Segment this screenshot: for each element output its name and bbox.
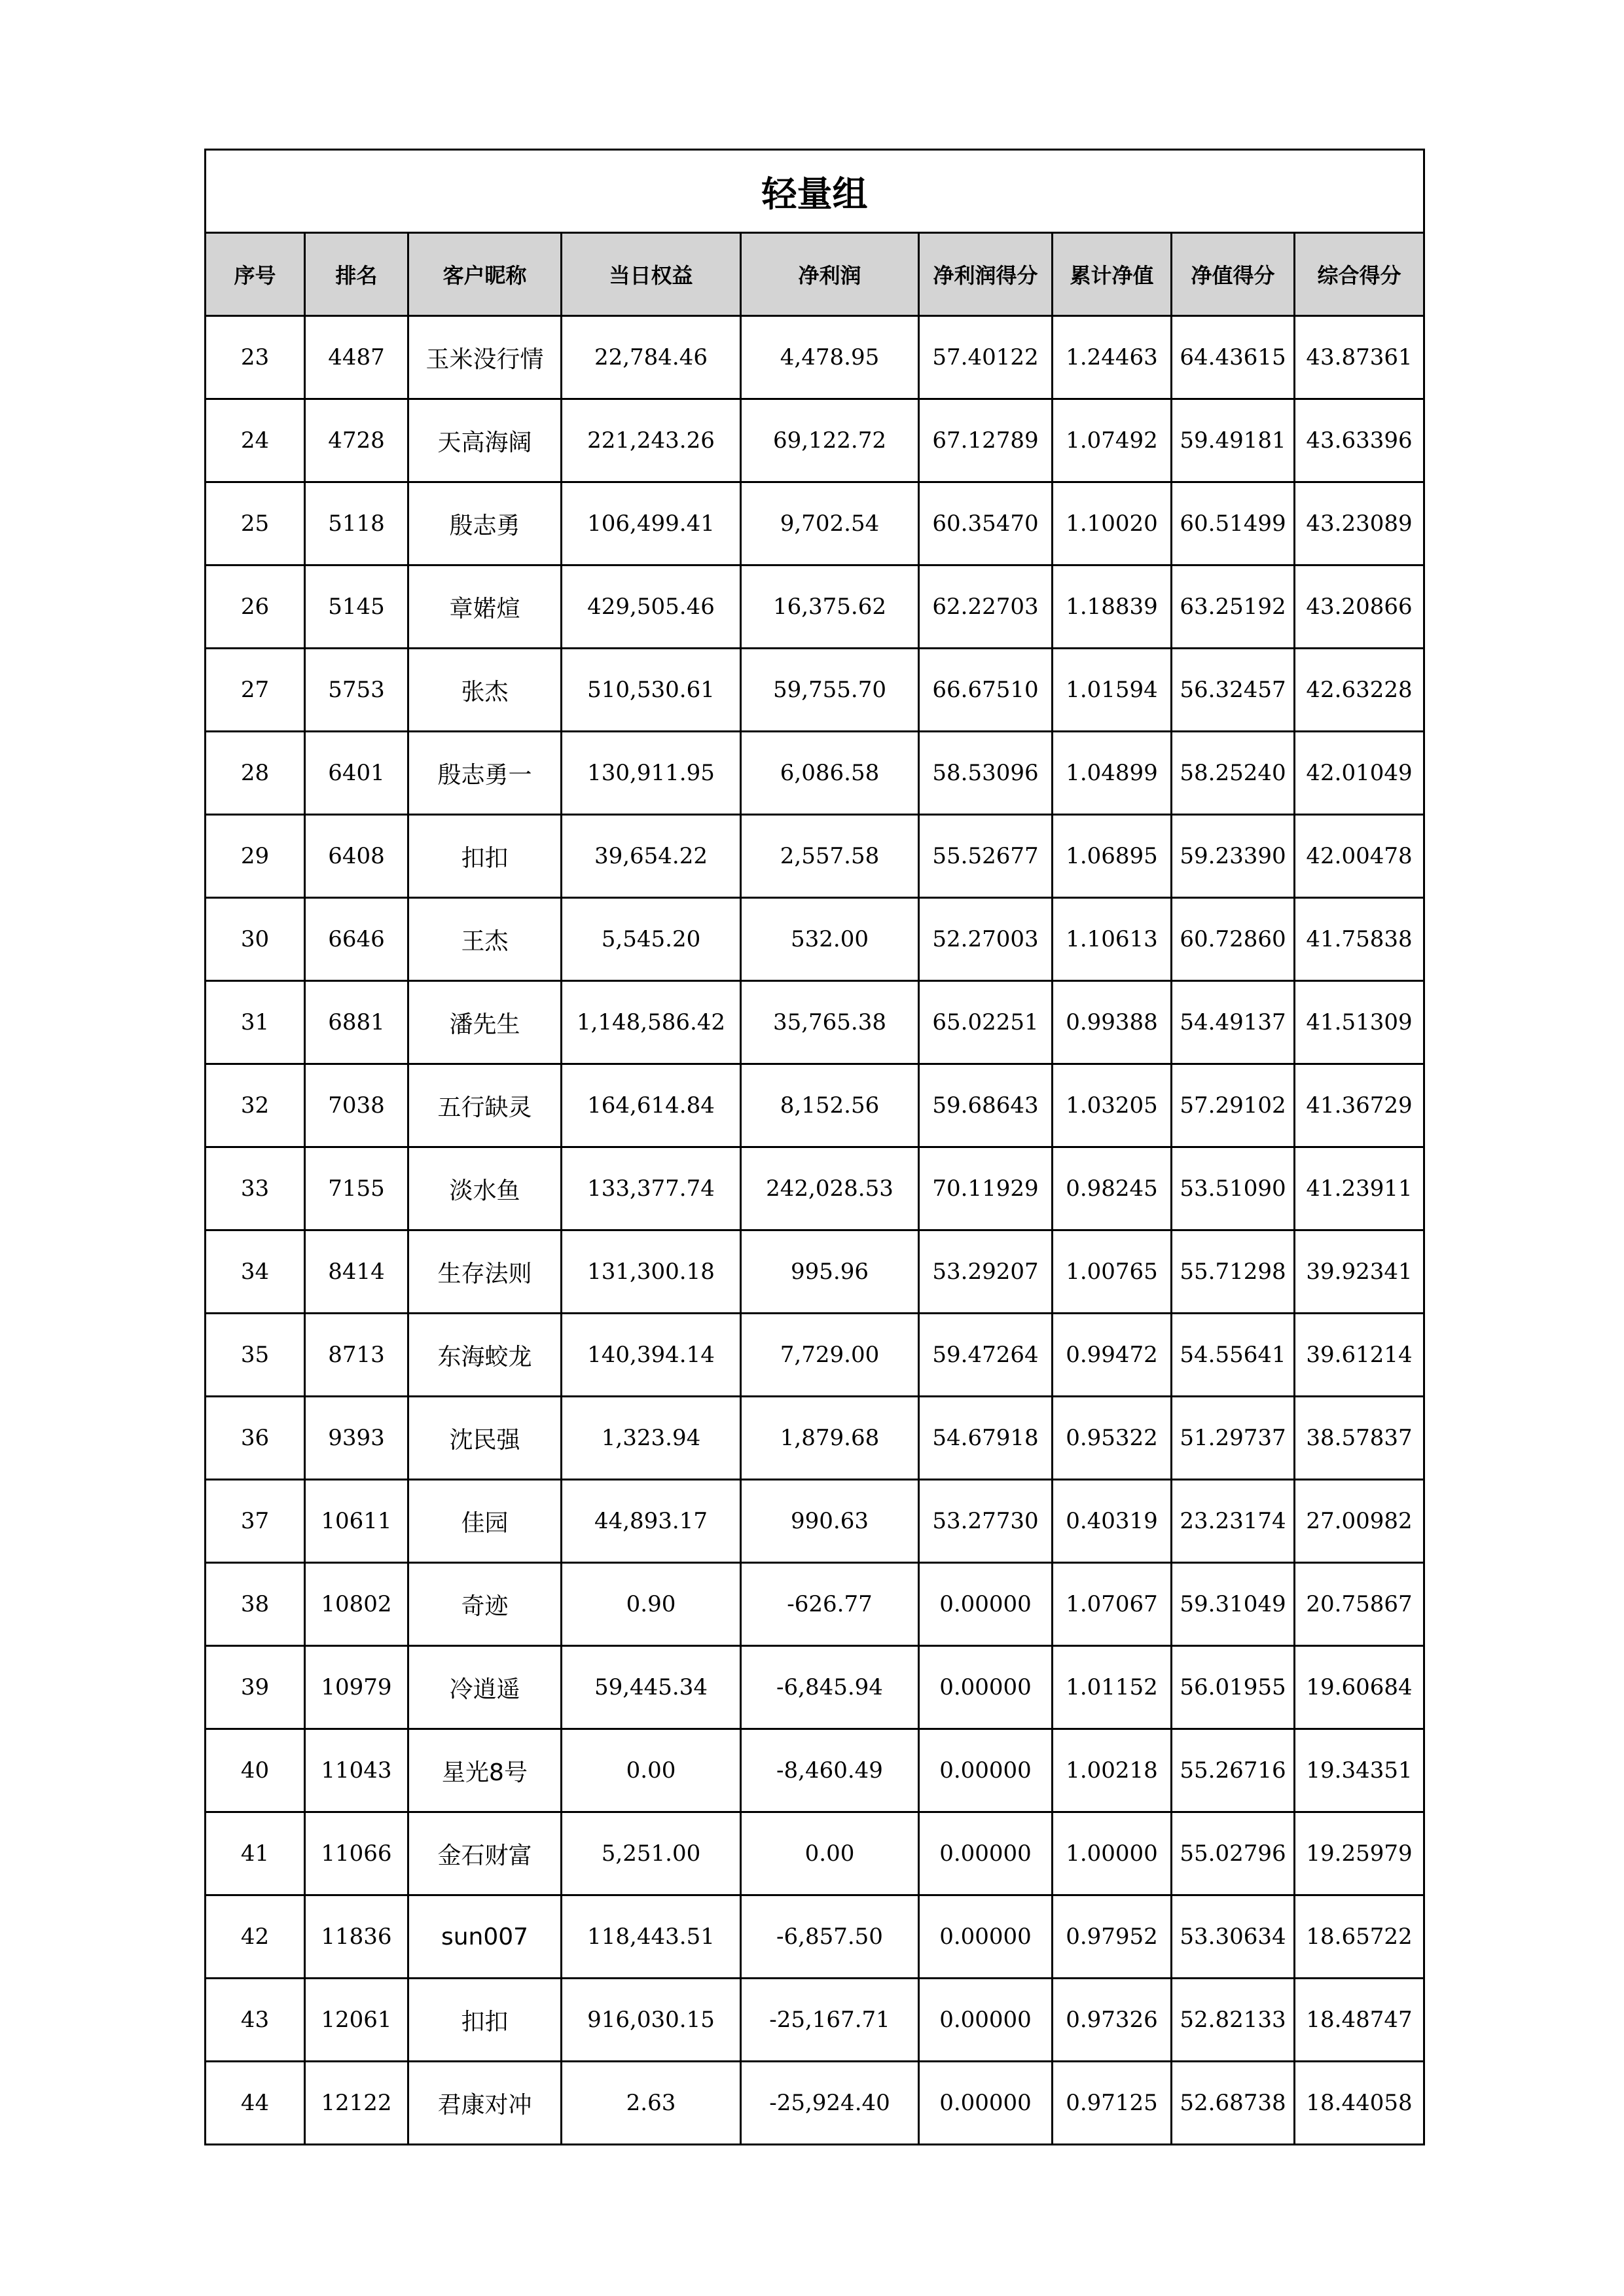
- cell-nickname: 金石财富: [408, 1812, 562, 1895]
- cell-rank: 4487: [305, 316, 408, 399]
- table-row: [206, 732, 1424, 815]
- ranking-table: [204, 149, 1425, 2145]
- cell-net-profit: 69,122.72: [741, 399, 919, 482]
- table-row: [206, 1314, 1424, 1397]
- cell-total-score: 19.25979: [1295, 1812, 1424, 1895]
- cell-net-profit: 0.00: [741, 1812, 919, 1895]
- cell-net-profit: 2,557.58: [741, 815, 919, 898]
- cell-rank: 6408: [305, 815, 408, 898]
- cell-nav-score: 51.29737: [1172, 1397, 1295, 1480]
- cell-net-profit: 7,729.00: [741, 1314, 919, 1397]
- cell-nickname: 淡水鱼: [408, 1147, 562, 1230]
- cell-nickname: 殷志勇一: [408, 732, 562, 815]
- cell-rank: 5753: [305, 649, 408, 732]
- cell-cumulative-nav: 1.03205: [1053, 1064, 1172, 1147]
- cell-rank: 7038: [305, 1064, 408, 1147]
- cell-equity: 429,505.46: [562, 565, 741, 649]
- cell-nickname: 玉米没行情: [408, 316, 562, 399]
- cell-equity: 140,394.14: [562, 1314, 741, 1397]
- cell-net-profit-score: 66.67510: [919, 649, 1053, 732]
- cell-seq: 39: [206, 1646, 305, 1729]
- cell-rank: 11066: [305, 1812, 408, 1895]
- cell-net-profit: 9,702.54: [741, 482, 919, 565]
- cell-net-profit: -626.77: [741, 1563, 919, 1646]
- cell-seq: 37: [206, 1480, 305, 1563]
- cell-total-score: 43.23089: [1295, 482, 1424, 565]
- cell-nickname: 沈民强: [408, 1397, 562, 1480]
- cell-nav-score: 54.55641: [1172, 1314, 1295, 1397]
- cell-nav-score: 59.31049: [1172, 1563, 1295, 1646]
- cell-nickname: 章婼煊: [408, 565, 562, 649]
- table-row: [206, 1230, 1424, 1314]
- cell-net-profit-score: 57.40122: [919, 316, 1053, 399]
- cell-net-profit-score: 55.52677: [919, 815, 1053, 898]
- table-row: [206, 1563, 1424, 1646]
- cell-net-profit-score: 0.00000: [919, 1563, 1053, 1646]
- table-row: [206, 1729, 1424, 1812]
- cell-net-profit: 995.96: [741, 1230, 919, 1314]
- cell-cumulative-nav: 0.97326: [1053, 1979, 1172, 2062]
- table-row: [206, 399, 1424, 482]
- cell-cumulative-nav: 0.95322: [1053, 1397, 1172, 1480]
- table-row: [206, 1064, 1424, 1147]
- cell-net-profit: 242,028.53: [741, 1147, 919, 1230]
- cell-total-score: 19.60684: [1295, 1646, 1424, 1729]
- cell-total-score: 18.48747: [1295, 1979, 1424, 2062]
- cell-nickname: 扣扣: [408, 1979, 562, 2062]
- cell-net-profit: 1,879.68: [741, 1397, 919, 1480]
- cell-cumulative-nav: 0.40319: [1053, 1480, 1172, 1563]
- cell-nickname: 生存法则: [408, 1230, 562, 1314]
- cell-nickname: 王杰: [408, 898, 562, 981]
- cell-nav-score: 55.26716: [1172, 1729, 1295, 1812]
- cell-rank: 11836: [305, 1895, 408, 1979]
- cell-seq: 41: [206, 1812, 305, 1895]
- cell-total-score: 42.00478: [1295, 815, 1424, 898]
- cell-nav-score: 63.25192: [1172, 565, 1295, 649]
- header-net-profit: 净利润: [741, 233, 919, 316]
- cell-nickname: 星光8号: [408, 1729, 562, 1812]
- cell-cumulative-nav: 1.01594: [1053, 649, 1172, 732]
- cell-nav-score: 56.01955: [1172, 1646, 1295, 1729]
- cell-nickname: 佳园: [408, 1480, 562, 1563]
- table-row: [206, 565, 1424, 649]
- cell-nav-score: 58.25240: [1172, 732, 1295, 815]
- cell-seq: 44: [206, 2062, 305, 2145]
- cell-nav-score: 55.71298: [1172, 1230, 1295, 1314]
- cell-net-profit-score: 59.47264: [919, 1314, 1053, 1397]
- cell-net-profit: -6,857.50: [741, 1895, 919, 1979]
- cell-seq: 38: [206, 1563, 305, 1646]
- table-row: [206, 316, 1424, 399]
- table-row: [206, 482, 1424, 565]
- cell-total-score: 43.63396: [1295, 399, 1424, 482]
- cell-total-score: 39.61214: [1295, 1314, 1424, 1397]
- cell-nav-score: 53.51090: [1172, 1147, 1295, 1230]
- cell-net-profit-score: 59.68643: [919, 1064, 1053, 1147]
- header-row: [206, 233, 1424, 316]
- cell-rank: 6401: [305, 732, 408, 815]
- cell-equity: 22,784.46: [562, 316, 741, 399]
- cell-total-score: 41.36729: [1295, 1064, 1424, 1147]
- table-row: [206, 1480, 1424, 1563]
- cell-net-profit: 6,086.58: [741, 732, 919, 815]
- cell-net-profit-score: 53.27730: [919, 1480, 1053, 1563]
- cell-total-score: 43.20866: [1295, 565, 1424, 649]
- cell-nav-score: 59.49181: [1172, 399, 1295, 482]
- cell-seq: 34: [206, 1230, 305, 1314]
- table-row: [206, 1979, 1424, 2062]
- table-row: [206, 981, 1424, 1064]
- table-row: [206, 1895, 1424, 1979]
- cell-nav-score: 60.72860: [1172, 898, 1295, 981]
- table-title: 轻量组: [206, 150, 1424, 233]
- cell-total-score: 41.23911: [1295, 1147, 1424, 1230]
- cell-rank: 10979: [305, 1646, 408, 1729]
- cell-rank: 7155: [305, 1147, 408, 1230]
- cell-nickname: sun007: [408, 1895, 562, 1979]
- header-total-score: 综合得分: [1295, 233, 1424, 316]
- table-row: [206, 1397, 1424, 1480]
- cell-nav-score: 59.23390: [1172, 815, 1295, 898]
- cell-total-score: 42.63228: [1295, 649, 1424, 732]
- cell-nav-score: 55.02796: [1172, 1812, 1295, 1895]
- cell-seq: 25: [206, 482, 305, 565]
- cell-net-profit-score: 62.22703: [919, 565, 1053, 649]
- cell-seq: 32: [206, 1064, 305, 1147]
- cell-total-score: 43.87361: [1295, 316, 1424, 399]
- cell-seq: 36: [206, 1397, 305, 1480]
- cell-cumulative-nav: 1.07492: [1053, 399, 1172, 482]
- cell-equity: 1,323.94: [562, 1397, 741, 1480]
- cell-seq: 27: [206, 649, 305, 732]
- cell-net-profit-score: 52.27003: [919, 898, 1053, 981]
- header-rank: 排名: [305, 233, 408, 316]
- cell-nickname: 扣扣: [408, 815, 562, 898]
- table-row: [206, 2062, 1424, 2145]
- cell-net-profit: 59,755.70: [741, 649, 919, 732]
- cell-equity: 0.00: [562, 1729, 741, 1812]
- cell-total-score: 19.34351: [1295, 1729, 1424, 1812]
- cell-net-profit: 35,765.38: [741, 981, 919, 1064]
- cell-seq: 33: [206, 1147, 305, 1230]
- cell-cumulative-nav: 1.00765: [1053, 1230, 1172, 1314]
- cell-nav-score: 53.30634: [1172, 1895, 1295, 1979]
- cell-nav-score: 64.43615: [1172, 316, 1295, 399]
- cell-seq: 28: [206, 732, 305, 815]
- cell-nickname: 潘先生: [408, 981, 562, 1064]
- cell-cumulative-nav: 0.97952: [1053, 1895, 1172, 1979]
- cell-equity: 118,443.51: [562, 1895, 741, 1979]
- cell-net-profit: -25,924.40: [741, 2062, 919, 2145]
- cell-net-profit-score: 0.00000: [919, 1895, 1053, 1979]
- cell-net-profit: -6,845.94: [741, 1646, 919, 1729]
- cell-equity: 916,030.15: [562, 1979, 741, 2062]
- table-row: [206, 649, 1424, 732]
- cell-net-profit-score: 0.00000: [919, 1812, 1053, 1895]
- cell-net-profit: 990.63: [741, 1480, 919, 1563]
- cell-cumulative-nav: 1.01152: [1053, 1646, 1172, 1729]
- cell-nickname: 张杰: [408, 649, 562, 732]
- cell-net-profit: -25,167.71: [741, 1979, 919, 2062]
- cell-equity: 164,614.84: [562, 1064, 741, 1147]
- cell-net-profit: 532.00: [741, 898, 919, 981]
- cell-cumulative-nav: 1.24463: [1053, 316, 1172, 399]
- cell-nickname: 冷逍遥: [408, 1646, 562, 1729]
- cell-nav-score: 54.49137: [1172, 981, 1295, 1064]
- cell-net-profit: 4,478.95: [741, 316, 919, 399]
- cell-total-score: 41.51309: [1295, 981, 1424, 1064]
- cell-seq: 23: [206, 316, 305, 399]
- title-row: [206, 150, 1424, 233]
- cell-seq: 30: [206, 898, 305, 981]
- table-row: [206, 1147, 1424, 1230]
- cell-equity: 510,530.61: [562, 649, 741, 732]
- cell-equity: 5,545.20: [562, 898, 741, 981]
- cell-rank: 5145: [305, 565, 408, 649]
- cell-cumulative-nav: 1.04899: [1053, 732, 1172, 815]
- cell-net-profit: 8,152.56: [741, 1064, 919, 1147]
- cell-equity: 221,243.26: [562, 399, 741, 482]
- table-row: [206, 1646, 1424, 1729]
- cell-cumulative-nav: 0.97125: [1053, 2062, 1172, 2145]
- cell-cumulative-nav: 1.00218: [1053, 1729, 1172, 1812]
- cell-rank: 5118: [305, 482, 408, 565]
- cell-total-score: 42.01049: [1295, 732, 1424, 815]
- cell-net-profit-score: 60.35470: [919, 482, 1053, 565]
- cell-cumulative-nav: 1.06895: [1053, 815, 1172, 898]
- cell-net-profit-score: 0.00000: [919, 2062, 1053, 2145]
- table-body: [206, 316, 1424, 2145]
- cell-equity: 1,148,586.42: [562, 981, 741, 1064]
- cell-cumulative-nav: 1.00000: [1053, 1812, 1172, 1895]
- cell-total-score: 41.75838: [1295, 898, 1424, 981]
- cell-seq: 26: [206, 565, 305, 649]
- cell-net-profit-score: 67.12789: [919, 399, 1053, 482]
- cell-rank: 10611: [305, 1480, 408, 1563]
- cell-cumulative-nav: 1.18839: [1053, 565, 1172, 649]
- cell-cumulative-nav: 0.99472: [1053, 1314, 1172, 1397]
- cell-seq: 42: [206, 1895, 305, 1979]
- cell-net-profit-score: 58.53096: [919, 732, 1053, 815]
- cell-equity: 131,300.18: [562, 1230, 741, 1314]
- cell-nav-score: 23.23174: [1172, 1480, 1295, 1563]
- cell-equity: 0.90: [562, 1563, 741, 1646]
- cell-equity: 5,251.00: [562, 1812, 741, 1895]
- cell-net-profit-score: 0.00000: [919, 1646, 1053, 1729]
- table-row: [206, 815, 1424, 898]
- cell-nickname: 五行缺灵: [408, 1064, 562, 1147]
- table-row: [206, 898, 1424, 981]
- cell-equity: 2.63: [562, 2062, 741, 2145]
- header-nickname: 客户昵称: [408, 233, 562, 316]
- cell-total-score: 18.44058: [1295, 2062, 1424, 2145]
- cell-cumulative-nav: 0.98245: [1053, 1147, 1172, 1230]
- cell-equity: 130,911.95: [562, 732, 741, 815]
- cell-net-profit: 16,375.62: [741, 565, 919, 649]
- cell-rank: 4728: [305, 399, 408, 482]
- cell-rank: 12122: [305, 2062, 408, 2145]
- table-row: [206, 1812, 1424, 1895]
- cell-nav-score: 56.32457: [1172, 649, 1295, 732]
- cell-net-profit-score: 70.11929: [919, 1147, 1053, 1230]
- cell-cumulative-nav: 1.07067: [1053, 1563, 1172, 1646]
- cell-equity: 106,499.41: [562, 482, 741, 565]
- cell-nav-score: 57.29102: [1172, 1064, 1295, 1147]
- cell-nav-score: 60.51499: [1172, 482, 1295, 565]
- cell-equity: 39,654.22: [562, 815, 741, 898]
- cell-cumulative-nav: 1.10613: [1053, 898, 1172, 981]
- cell-cumulative-nav: 1.10020: [1053, 482, 1172, 565]
- cell-seq: 43: [206, 1979, 305, 2062]
- cell-rank: 11043: [305, 1729, 408, 1812]
- cell-seq: 24: [206, 399, 305, 482]
- cell-rank: 12061: [305, 1979, 408, 2062]
- cell-equity: 59,445.34: [562, 1646, 741, 1729]
- cell-total-score: 27.00982: [1295, 1480, 1424, 1563]
- cell-equity: 44,893.17: [562, 1480, 741, 1563]
- cell-total-score: 20.75867: [1295, 1563, 1424, 1646]
- cell-total-score: 38.57837: [1295, 1397, 1424, 1480]
- cell-nav-score: 52.82133: [1172, 1979, 1295, 2062]
- header-cumulative-nav: 累计净值: [1053, 233, 1172, 316]
- cell-rank: 6881: [305, 981, 408, 1064]
- cell-total-score: 18.65722: [1295, 1895, 1424, 1979]
- cell-total-score: 39.92341: [1295, 1230, 1424, 1314]
- cell-net-profit: -8,460.49: [741, 1729, 919, 1812]
- cell-rank: 8713: [305, 1314, 408, 1397]
- cell-seq: 40: [206, 1729, 305, 1812]
- cell-nickname: 东海蛟龙: [408, 1314, 562, 1397]
- cell-nickname: 天高海阔: [408, 399, 562, 482]
- cell-seq: 29: [206, 815, 305, 898]
- cell-equity: 133,377.74: [562, 1147, 741, 1230]
- cell-net-profit-score: 0.00000: [919, 1979, 1053, 2062]
- cell-nickname: 君康对冲: [408, 2062, 562, 2145]
- cell-seq: 31: [206, 981, 305, 1064]
- cell-net-profit-score: 54.67918: [919, 1397, 1053, 1480]
- cell-nickname: 殷志勇: [408, 482, 562, 565]
- header-seq: 序号: [206, 233, 305, 316]
- cell-nav-score: 52.68738: [1172, 2062, 1295, 2145]
- cell-nickname: 奇迹: [408, 1563, 562, 1646]
- header-net-profit-score: 净利润得分: [919, 233, 1053, 316]
- cell-rank: 9393: [305, 1397, 408, 1480]
- header-nav-score: 净值得分: [1172, 233, 1295, 316]
- cell-net-profit-score: 0.00000: [919, 1729, 1053, 1812]
- cell-cumulative-nav: 0.99388: [1053, 981, 1172, 1064]
- cell-net-profit-score: 53.29207: [919, 1230, 1053, 1314]
- cell-rank: 6646: [305, 898, 408, 981]
- cell-net-profit-score: 65.02251: [919, 981, 1053, 1064]
- cell-rank: 10802: [305, 1563, 408, 1646]
- cell-rank: 8414: [305, 1230, 408, 1314]
- cell-seq: 35: [206, 1314, 305, 1397]
- header-equity: 当日权益: [562, 233, 741, 316]
